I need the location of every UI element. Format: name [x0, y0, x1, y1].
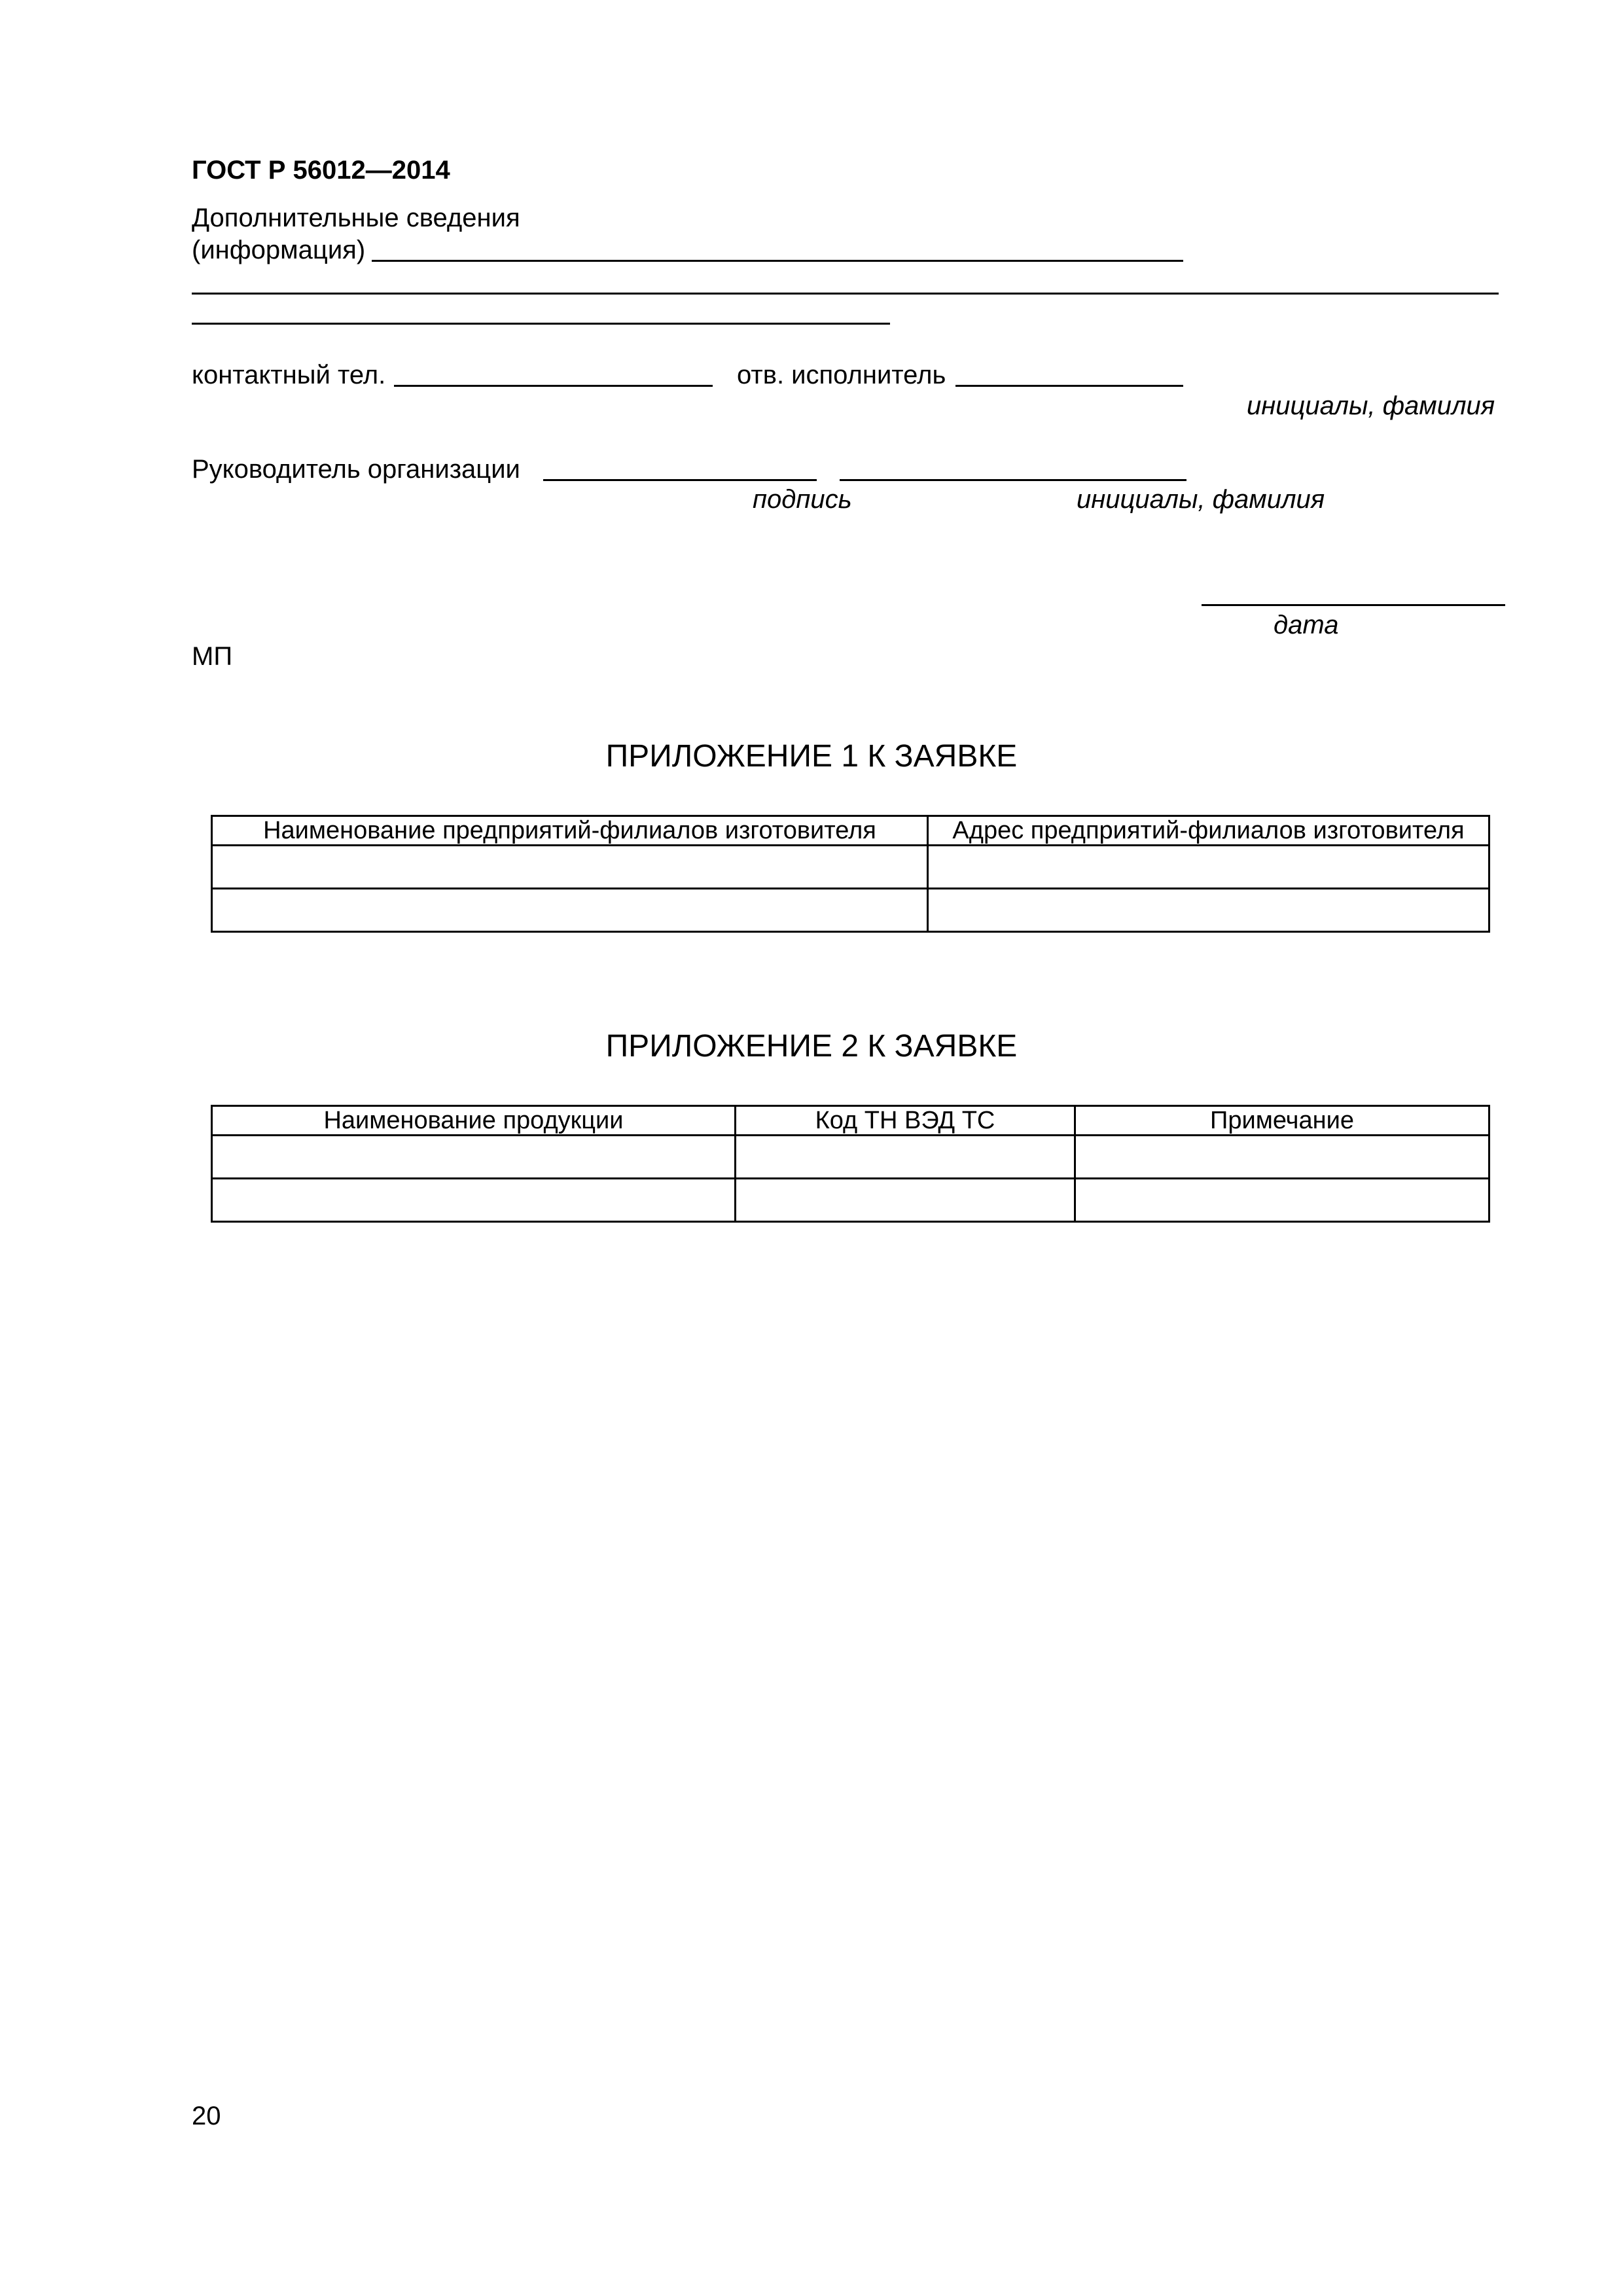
table-cell[interactable]	[928, 846, 1489, 889]
head-signature-field[interactable]	[543, 479, 817, 481]
annex1-title: ПРИЛОЖЕНИЕ 1 К ЗАЯВКЕ	[605, 739, 1018, 774]
extra-info-field-line[interactable]	[372, 260, 1183, 262]
executor-field[interactable]	[955, 385, 1183, 387]
annex1-col-header: Адрес предприятий-филиалов изготовителя	[928, 816, 1489, 846]
head-of-org-label: Руководитель организации	[192, 455, 520, 484]
annex2-col-header: Код ТН ВЭД ТС	[736, 1106, 1075, 1136]
extra-info-label-paren: (информация)	[192, 236, 366, 264]
contact-phone-label: контактный тел.	[192, 361, 386, 389]
table-cell[interactable]	[212, 846, 928, 889]
table-row	[212, 846, 1489, 889]
page-number: 20	[192, 2102, 221, 2130]
table-cell[interactable]	[1075, 1179, 1489, 1222]
table-cell[interactable]	[212, 1136, 736, 1179]
table-cell[interactable]	[212, 889, 928, 932]
table-row	[212, 889, 1489, 932]
head-name-field[interactable]	[840, 479, 1186, 481]
date-field[interactable]	[1202, 604, 1505, 606]
annex2-col-header: Примечание	[1075, 1106, 1489, 1136]
extra-info-label: Дополнительные сведения	[192, 204, 520, 232]
contact-phone-field[interactable]	[394, 385, 713, 387]
table-cell[interactable]	[1075, 1136, 1489, 1179]
stamp-label: МП	[192, 642, 233, 671]
head-name-caption: инициалы, фамилия	[1077, 485, 1325, 514]
extra-info-field-line-3[interactable]	[192, 323, 890, 325]
annex1-table	[211, 815, 1490, 933]
annex2-table	[211, 1105, 1490, 1223]
table-cell[interactable]	[212, 1179, 736, 1222]
table-row	[212, 1136, 1489, 1179]
extra-info-field-line-2[interactable]	[192, 293, 1499, 295]
document-code: ГОСТ Р 56012—2014	[192, 156, 450, 185]
annex2-title: ПРИЛОЖЕНИЕ 2 К ЗАЯВКЕ	[605, 1029, 1018, 1064]
date-caption: дата	[1274, 611, 1339, 639]
table-cell[interactable]	[736, 1179, 1075, 1222]
table-row	[212, 1179, 1489, 1222]
executor-label: отв. исполнитель	[737, 361, 946, 389]
table-cell[interactable]	[736, 1136, 1075, 1179]
executor-caption: инициалы, фамилия	[1247, 391, 1495, 420]
table-cell[interactable]	[928, 889, 1489, 932]
annex1-col-header: Наименование предприятий-филиалов изготовителя	[212, 816, 928, 846]
annex2-col-header: Наименование продукции	[212, 1106, 736, 1136]
signature-caption: подпись	[753, 485, 852, 514]
